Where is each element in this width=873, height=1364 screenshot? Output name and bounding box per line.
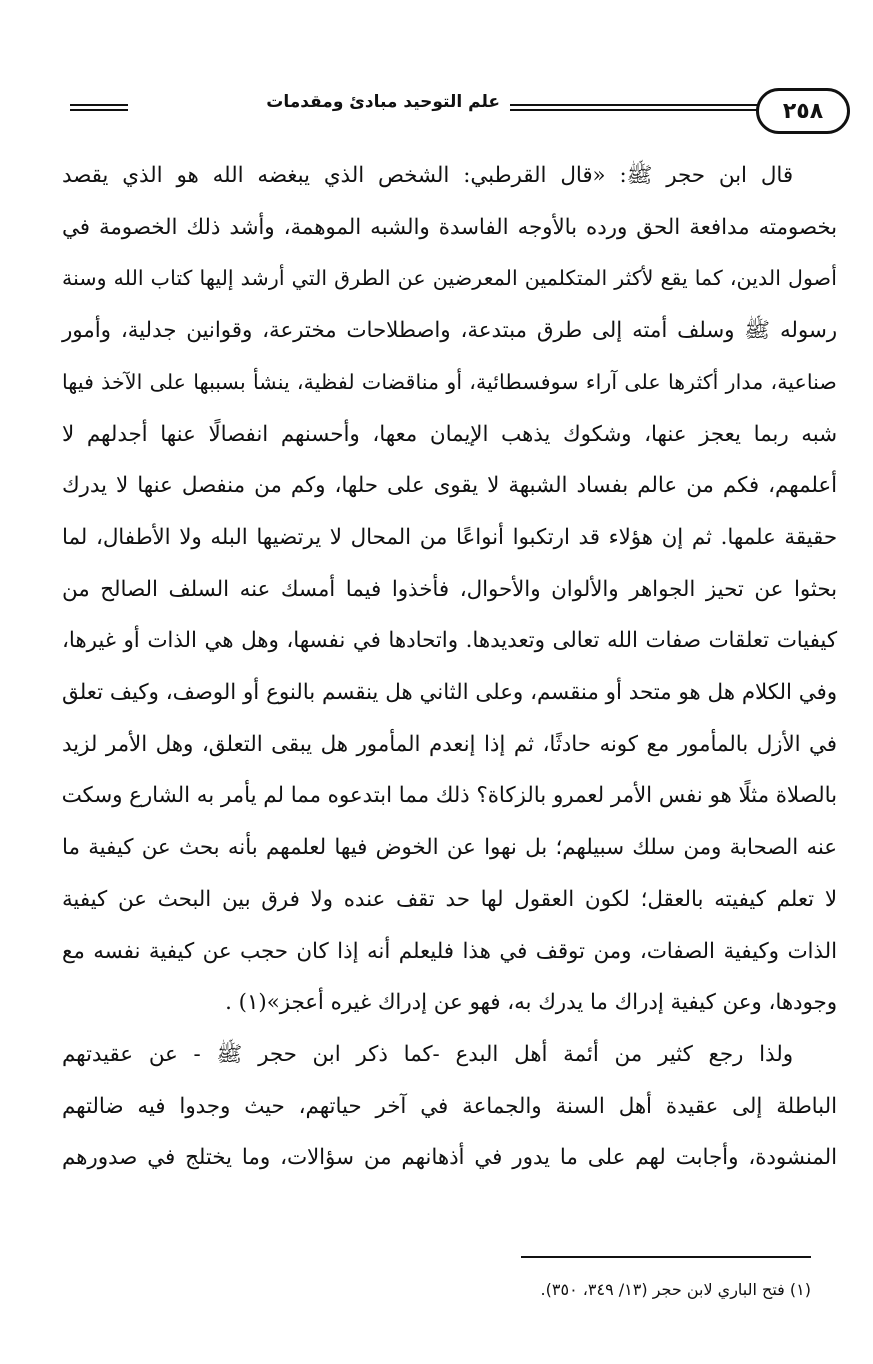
body-line: قال ابن حجر ﷺ: «قال القرطبي: الشخص الذي يبغضه الله هو الذي يقصد — [62, 163, 793, 188]
body-line: عنه الصحابة ومن سلك سبيلهم؛ بل نهوا عن الخوض فيها لعلمهم بأنه بحث عن كيفية ما — [62, 835, 837, 861]
body-line: رسوله ﷺ وسلف أمته إلى طرق مبتدعة، واصطلاحات مخترعة، وقوانين جدلية، وأمور — [62, 318, 837, 344]
header-rule-right — [510, 104, 758, 111]
body-line: لا تعلم كيفيته بالعقل؛ لكون العقول لها حد تقف عنده ولا فرق بين البحث عن كيفية — [62, 886, 837, 912]
body-line: بالصلاة مثلًا هو نفس الأمر لعمرو بالزكاة؟ ذلك مما ابتدعوه مما لم يأمر به الشارع وسكت — [61, 783, 837, 809]
body-line: أصول الدين، كما يقع لأكثر المتكلمين المعرضين عن الطرق التي أرشد إليها كتاب الله وسنة — [62, 266, 837, 291]
body-line: ولذا رجع كثير من أئمة أهل البدع -كما ذكر ابن حجر ﷺ - عن عقيدتهم — [62, 1041, 793, 1067]
body-line: بخصومته مدافعة الحق ورده بالأوجه الفاسدة والشبه الموهمة، وأشد ذلك الخصومة في — [62, 214, 837, 240]
body-line: وجودها، وعن كيفية إدراك ما يدرك به، فهو عن إدراك غيره أعجز»(١) . — [225, 990, 837, 1016]
body-line: وفي الكلام هل هو متحد أو منقسم، وعلى الثاني هل ينقسم بالنوع أو الوصف، وكيف تعلق — [62, 680, 837, 706]
body-line: المنشودة، وأجابت لهم على ما يدور في أذهانهم من سؤالات، وما يختلج في صدورهم — [62, 1145, 837, 1171]
body-line: بحثوا عن تحيز الجواهر والألوان والأحوال، فأخذوا فيما أمسك عنه السلف الصالح من — [62, 576, 837, 602]
header-rule-left — [70, 104, 128, 111]
footnote: (١) فتح الباري لابن حجر (١٣/ ٣٤٩، ٣٥٠). — [540, 1280, 811, 1299]
body-line: في الأزل بالمأمور مع كونه حادثًا، ثم إذا إنعدم المأمور هل يبقى التعلق، وهل الأمر لزيد — [62, 731, 837, 757]
body-line: الذات وكيفية الصفات، ومن توقف في هذا فليعلم أنه إذا كان حجب عن كيفية نفسه مع — [62, 938, 837, 964]
body-line: كيفيات تعلقات صفات الله تعالى وتعديدها. واتحادها في نفسها، وهل هي الذات أو غيرها، — [62, 628, 837, 654]
header-title: علم التوحيد مبادئ ومقدمات — [266, 92, 500, 112]
body-line: أعلمهم، فكم من عالم بفساد الشبهة لا يقوى على حلها، وكم من منفصل عنها لا يدرك — [62, 473, 837, 499]
body-text — [62, 150, 837, 1184]
body-line: حقيقة علمها. ثم إن هؤلاء قد ارتكبوا أنواعًا من المحال لا يرتضيها البله ولا الأطفال، لما — [62, 524, 837, 550]
body-line: شبه ربما يعجز عنها، وشكوك يذهب الإيمان معها، وأحسنهم انفصالًا عنها أجدلهم لا — [62, 421, 837, 447]
footnote-separator — [521, 1256, 811, 1258]
body-line: صناعية، مدار أكثرها على آراء سوفسطائية، أو مناقضات لفظية، ينشأ بسببها على الآخذ فيها — [62, 369, 837, 394]
body-line: الباطلة إلى عقيدة أهل السنة والجماعة في آخر حياتهم، حيث وجدوا فيه ضالتهم — [62, 1093, 837, 1119]
running-header — [60, 82, 850, 138]
page-number: ٢٥٨ — [756, 88, 850, 134]
